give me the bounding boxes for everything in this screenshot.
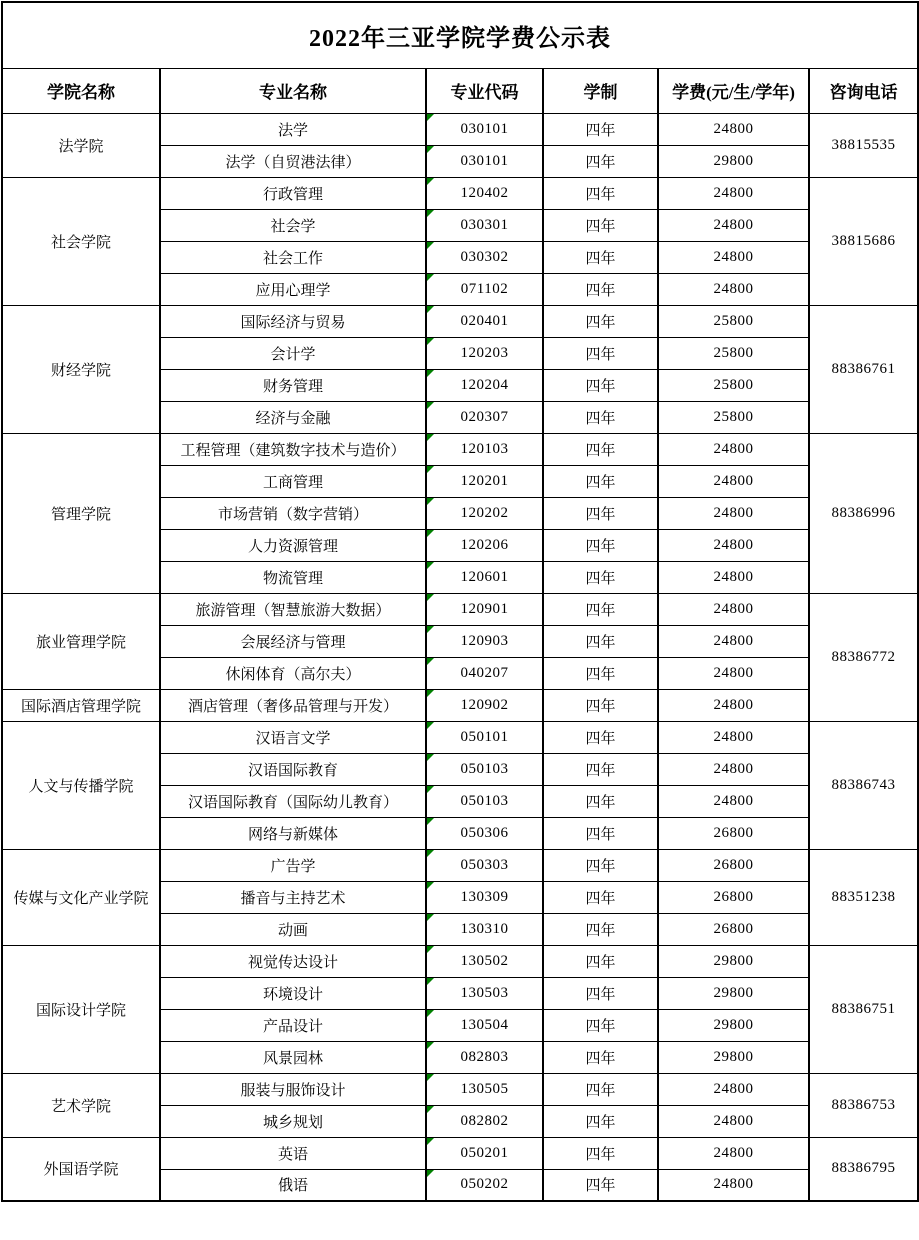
major-code-cell: [426, 753, 543, 785]
major-code-value: 050101: [460, 728, 509, 745]
column-header-phone: 咨询电话: [809, 68, 918, 113]
tuition-fee-cell: 24800: [658, 177, 809, 209]
excel-text-format-triangle-icon: [427, 786, 434, 793]
major-code-cell: [426, 881, 543, 913]
tuition-fee-cell: 26800: [658, 817, 809, 849]
column-header-row: [2, 68, 918, 113]
major-name-cell: 视觉传达设计: [160, 945, 426, 977]
excel-text-format-triangle-icon: [427, 498, 434, 505]
duration-cell: 四年: [543, 1041, 658, 1073]
tuition-fee-cell: 24800: [658, 625, 809, 657]
tuition-fee-cell: 24800: [658, 785, 809, 817]
college-name-cell: 财经学院: [2, 305, 160, 433]
major-code-cell: [426, 209, 543, 241]
table-row: [2, 1137, 918, 1169]
major-code-value: 071102: [460, 280, 509, 297]
column-header-college: 学院名称: [2, 68, 160, 113]
excel-text-format-triangle-icon: [427, 594, 434, 601]
major-code-value: 120103: [460, 440, 509, 457]
excel-text-format-triangle-icon: [427, 1138, 434, 1145]
college-name-cell: 社会学院: [2, 177, 160, 305]
major-code-value: 050103: [460, 760, 509, 777]
major-code-value: 050202: [460, 1176, 509, 1193]
tuition-fee-cell: 25800: [658, 337, 809, 369]
major-name-cell: 行政管理: [160, 177, 426, 209]
duration-cell: 四年: [543, 369, 658, 401]
major-name-cell: 产品设计: [160, 1009, 426, 1041]
excel-text-format-triangle-icon: [427, 370, 434, 377]
duration-cell: 四年: [543, 721, 658, 753]
major-code-value: 050303: [460, 856, 509, 873]
phone-number-cell: 88386772: [809, 593, 918, 721]
major-name-cell: 动画: [160, 913, 426, 945]
excel-text-format-triangle-icon: [427, 338, 434, 345]
tuition-fee-cell: 26800: [658, 881, 809, 913]
major-code-value: 120901: [460, 600, 509, 617]
major-name-cell: 财务管理: [160, 369, 426, 401]
phone-number-cell: 88386753: [809, 1073, 918, 1137]
major-code-cell: [426, 785, 543, 817]
major-code-value: 130502: [460, 952, 509, 969]
major-name-cell: 环境设计: [160, 977, 426, 1009]
excel-text-format-triangle-icon: [427, 466, 434, 473]
major-code-cell: [426, 1137, 543, 1169]
excel-text-format-triangle-icon: [427, 690, 434, 697]
major-name-cell: 旅游管理（智慧旅游大数据）: [160, 593, 426, 625]
major-code-cell: [426, 401, 543, 433]
duration-cell: 四年: [543, 913, 658, 945]
duration-cell: 四年: [543, 497, 658, 529]
tuition-fee-cell: 24800: [658, 209, 809, 241]
major-code-cell: [426, 465, 543, 497]
excel-text-format-triangle-icon: [427, 818, 434, 825]
duration-cell: 四年: [543, 145, 658, 177]
college-name-cell: 管理学院: [2, 433, 160, 593]
phone-number-cell: 88386996: [809, 433, 918, 593]
major-code-value: 050306: [460, 824, 509, 841]
duration-cell: 四年: [543, 593, 658, 625]
major-code-cell: [426, 593, 543, 625]
major-code-value: 120903: [460, 632, 509, 649]
phone-number-cell: 88386743: [809, 721, 918, 849]
duration-cell: 四年: [543, 1169, 658, 1201]
major-name-cell: 工程管理（建筑数字技术与造价）: [160, 433, 426, 465]
tuition-fee-cell: 29800: [658, 1041, 809, 1073]
excel-text-format-triangle-icon: [427, 978, 434, 985]
major-code-cell: [426, 529, 543, 561]
major-code-value: 020401: [460, 312, 509, 329]
major-code-cell: [426, 817, 543, 849]
column-header-fee: 学费(元/生/学年): [658, 68, 809, 113]
excel-text-format-triangle-icon: [427, 754, 434, 761]
tuition-fee-cell: 24800: [658, 689, 809, 721]
major-code-cell: [426, 1041, 543, 1073]
tuition-fee-cell: 24800: [658, 529, 809, 561]
excel-text-format-triangle-icon: [427, 658, 434, 665]
phone-number-cell: 38815535: [809, 113, 918, 177]
excel-text-format-triangle-icon: [427, 1074, 434, 1081]
duration-cell: 四年: [543, 977, 658, 1009]
duration-cell: 四年: [543, 817, 658, 849]
major-code-cell: [426, 913, 543, 945]
major-code-value: 082803: [460, 1048, 509, 1065]
tuition-fee-cell: 29800: [658, 1009, 809, 1041]
major-name-cell: 英语: [160, 1137, 426, 1169]
excel-text-format-triangle-icon: [427, 1010, 434, 1017]
duration-cell: 四年: [543, 785, 658, 817]
major-code-cell: [426, 1169, 543, 1201]
college-name-cell: 法学院: [2, 113, 160, 177]
major-name-cell: 市场营销（数字营销）: [160, 497, 426, 529]
excel-text-format-triangle-icon: [427, 530, 434, 537]
tuition-fee-cell: 26800: [658, 849, 809, 881]
tuition-fee-cell: 26800: [658, 913, 809, 945]
major-name-cell: 应用心理学: [160, 273, 426, 305]
major-code-value: 120402: [460, 184, 509, 201]
phone-number-cell: 88386795: [809, 1137, 918, 1201]
major-code-value: 030101: [460, 152, 509, 169]
major-code-cell: [426, 1009, 543, 1041]
duration-cell: 四年: [543, 945, 658, 977]
phone-number-cell: 88386751: [809, 945, 918, 1073]
title-row: [2, 2, 918, 68]
major-code-cell: [426, 689, 543, 721]
phone-number-cell: 88386761: [809, 305, 918, 433]
tuition-fee-cell: 25800: [658, 305, 809, 337]
major-code-cell: [426, 337, 543, 369]
major-code-value: 130309: [460, 888, 509, 905]
major-code-value: 030301: [460, 216, 509, 233]
excel-text-format-triangle-icon: [427, 1106, 434, 1113]
major-name-cell: 经济与金融: [160, 401, 426, 433]
major-name-cell: 社会学: [160, 209, 426, 241]
tuition-fee-cell: 24800: [658, 241, 809, 273]
major-code-value: 120601: [460, 568, 509, 585]
major-name-cell: 工商管理: [160, 465, 426, 497]
duration-cell: 四年: [543, 625, 658, 657]
duration-cell: 四年: [543, 241, 658, 273]
duration-cell: 四年: [543, 273, 658, 305]
major-code-cell: [426, 145, 543, 177]
excel-text-format-triangle-icon: [427, 210, 434, 217]
major-name-cell: 会展经济与管理: [160, 625, 426, 657]
major-name-cell: 网络与新媒体: [160, 817, 426, 849]
major-code-value: 082802: [460, 1112, 509, 1129]
tuition-fee-cell: 25800: [658, 369, 809, 401]
major-code-value: 050201: [460, 1144, 509, 1161]
major-name-cell: 汉语言文学: [160, 721, 426, 753]
duration-cell: 四年: [543, 337, 658, 369]
excel-text-format-triangle-icon: [427, 850, 434, 857]
table-row: [2, 945, 918, 977]
excel-text-format-triangle-icon: [427, 114, 434, 121]
tuition-fee-cell: 24800: [658, 657, 809, 689]
duration-cell: 四年: [543, 113, 658, 145]
major-name-cell: 城乡规划: [160, 1105, 426, 1137]
major-code-cell: [426, 849, 543, 881]
major-code-cell: [426, 625, 543, 657]
major-code-cell: [426, 1073, 543, 1105]
duration-cell: 四年: [543, 401, 658, 433]
duration-cell: 四年: [543, 1073, 658, 1105]
major-name-cell: 会计学: [160, 337, 426, 369]
tuition-fee-cell: 29800: [658, 977, 809, 1009]
column-header-code: 专业代码: [426, 68, 543, 113]
major-code-cell: [426, 273, 543, 305]
duration-cell: 四年: [543, 465, 658, 497]
duration-cell: 四年: [543, 433, 658, 465]
major-code-cell: [426, 433, 543, 465]
duration-cell: 四年: [543, 1009, 658, 1041]
tuition-fee-cell: 29800: [658, 945, 809, 977]
tuition-fee-cell: 24800: [658, 753, 809, 785]
major-code-value: 120203: [460, 344, 509, 361]
duration-cell: 四年: [543, 849, 658, 881]
major-code-value: 050103: [460, 792, 509, 809]
major-name-cell: 风景园林: [160, 1041, 426, 1073]
excel-text-format-triangle-icon: [427, 434, 434, 441]
table-row: [2, 177, 918, 209]
major-code-cell: [426, 241, 543, 273]
excel-text-format-triangle-icon: [427, 1170, 434, 1177]
table-row: [2, 433, 918, 465]
table-row: [2, 1073, 918, 1105]
excel-text-format-triangle-icon: [427, 626, 434, 633]
major-name-cell: 社会工作: [160, 241, 426, 273]
college-name-cell: 艺术学院: [2, 1073, 160, 1137]
major-code-cell: [426, 945, 543, 977]
excel-text-format-triangle-icon: [427, 882, 434, 889]
major-code-cell: [426, 497, 543, 529]
tuition-fee-cell: 24800: [658, 1137, 809, 1169]
major-code-value: 120202: [460, 504, 509, 521]
major-code-cell: [426, 305, 543, 337]
major-name-cell: 国际经济与贸易: [160, 305, 426, 337]
excel-text-format-triangle-icon: [427, 402, 434, 409]
duration-cell: 四年: [543, 561, 658, 593]
major-name-cell: 汉语国际教育: [160, 753, 426, 785]
table-row: [2, 305, 918, 337]
major-name-cell: 物流管理: [160, 561, 426, 593]
college-name-cell: 国际酒店管理学院: [2, 689, 160, 721]
major-name-cell: 广告学: [160, 849, 426, 881]
major-code-value: 130505: [460, 1080, 509, 1097]
column-header-major: 专业名称: [160, 68, 426, 113]
duration-cell: 四年: [543, 881, 658, 913]
major-code-value: 030302: [460, 248, 509, 265]
table-row: [2, 721, 918, 753]
tuition-fee-cell: 24800: [658, 1105, 809, 1137]
tuition-fee-cell: 24800: [658, 1169, 809, 1201]
major-name-cell: 法学（自贸港法律）: [160, 145, 426, 177]
tuition-fee-cell: 24800: [658, 593, 809, 625]
column-header-duration: 学制: [543, 68, 658, 113]
tuition-fee-cell: 24800: [658, 273, 809, 305]
tuition-fee-cell: 24800: [658, 1073, 809, 1105]
table-row: [2, 593, 918, 625]
college-name-cell: 传媒与文化产业学院: [2, 849, 160, 945]
major-code-cell: [426, 177, 543, 209]
major-name-cell: 酒店管理（奢侈品管理与开发）: [160, 689, 426, 721]
table-row: [2, 113, 918, 145]
college-name-cell: 旅业管理学院: [2, 593, 160, 689]
major-name-cell: 服装与服饰设计: [160, 1073, 426, 1105]
major-code-value: 120201: [460, 472, 509, 489]
major-code-value: 020307: [460, 408, 509, 425]
college-name-cell: 人文与传播学院: [2, 721, 160, 849]
major-code-value: 130504: [460, 1016, 509, 1033]
duration-cell: 四年: [543, 177, 658, 209]
major-code-cell: [426, 561, 543, 593]
phone-number-cell: 38815686: [809, 177, 918, 305]
excel-text-format-triangle-icon: [427, 722, 434, 729]
tuition-fee-cell: 24800: [658, 721, 809, 753]
tuition-fee-cell: 25800: [658, 401, 809, 433]
major-code-value: 120902: [460, 696, 509, 713]
major-name-cell: 法学: [160, 113, 426, 145]
major-code-cell: [426, 977, 543, 1009]
excel-text-format-triangle-icon: [427, 914, 434, 921]
major-code-value: 130503: [460, 984, 509, 1001]
excel-text-format-triangle-icon: [427, 178, 434, 185]
major-name-cell: 休闲体育（高尔夫）: [160, 657, 426, 689]
major-name-cell: 人力资源管理: [160, 529, 426, 561]
major-name-cell: 汉语国际教育（国际幼儿教育）: [160, 785, 426, 817]
major-code-value: 120204: [460, 376, 509, 393]
tuition-fee-cell: 24800: [658, 497, 809, 529]
excel-text-format-triangle-icon: [427, 306, 434, 313]
phone-number-cell: 88351238: [809, 849, 918, 945]
duration-cell: 四年: [543, 1137, 658, 1169]
major-name-cell: 播音与主持艺术: [160, 881, 426, 913]
tuition-fee-cell: 24800: [658, 113, 809, 145]
duration-cell: 四年: [543, 753, 658, 785]
duration-cell: 四年: [543, 209, 658, 241]
tuition-fee-table: [1, 1, 919, 1202]
major-code-value: 040207: [460, 664, 509, 681]
excel-text-format-triangle-icon: [427, 146, 434, 153]
excel-text-format-triangle-icon: [427, 274, 434, 281]
tuition-fee-cell: 24800: [658, 561, 809, 593]
excel-text-format-triangle-icon: [427, 946, 434, 953]
tuition-fee-cell: 24800: [658, 465, 809, 497]
page-title: 2022年三亚学院学费公示表: [2, 2, 918, 68]
major-code-value: 130310: [460, 920, 509, 937]
table-row: [2, 849, 918, 881]
major-code-cell: [426, 721, 543, 753]
major-code-value: 120206: [460, 536, 509, 553]
excel-text-format-triangle-icon: [427, 562, 434, 569]
duration-cell: 四年: [543, 529, 658, 561]
duration-cell: 四年: [543, 1105, 658, 1137]
major-name-cell: 俄语: [160, 1169, 426, 1201]
major-code-cell: [426, 1105, 543, 1137]
major-code-cell: [426, 657, 543, 689]
major-code-cell: [426, 369, 543, 401]
major-code-cell: [426, 113, 543, 145]
duration-cell: 四年: [543, 305, 658, 337]
excel-text-format-triangle-icon: [427, 242, 434, 249]
tuition-fee-cell: 29800: [658, 145, 809, 177]
college-name-cell: 国际设计学院: [2, 945, 160, 1073]
college-name-cell: 外国语学院: [2, 1137, 160, 1201]
duration-cell: 四年: [543, 689, 658, 721]
excel-text-format-triangle-icon: [427, 1042, 434, 1049]
major-code-value: 030101: [460, 120, 509, 137]
duration-cell: 四年: [543, 657, 658, 689]
table-row: [2, 689, 918, 721]
tuition-fee-cell: 24800: [658, 433, 809, 465]
